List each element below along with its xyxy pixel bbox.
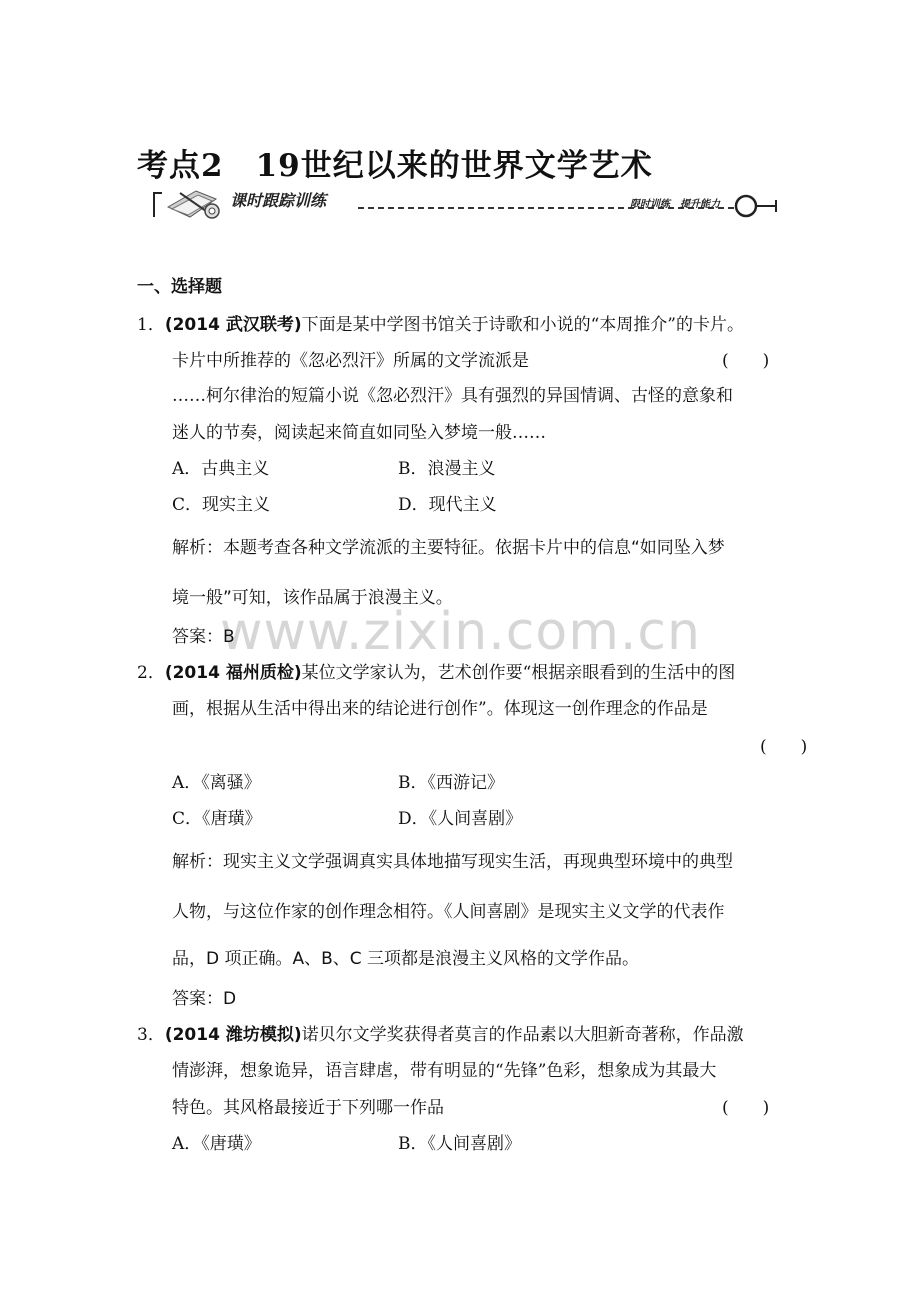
option-d: D．《人间喜剧》 <box>398 809 523 829</box>
option-c: C．《唐璜》 <box>172 809 262 829</box>
material-line2: 迷人的节奏，阅读起来简直如同坠入梦境一般…… <box>172 423 546 443</box>
question-source: (2014 福州质检) <box>164 663 302 683</box>
question-2-stem-line1: 2．(2014 福州质检)某位文学家认为，艺术创作要“根据亲眼看到的生活中的图 <box>137 663 736 683</box>
section-banner <box>150 185 780 221</box>
section-heading: 一、选择题 <box>137 277 222 297</box>
watermark: www.zixin.com.cn <box>220 602 701 662</box>
analysis-line2: 人物，与这位作家的创作理念相符。《人间喜剧》是现实主义文学的代表作 <box>172 902 725 922</box>
question-1-stem-line1: 1．(2014 武汉联考)下面是某中学图书馆关于诗歌和小说的“本周推介”的卡片。 <box>137 315 744 335</box>
option-c: C．现实主义 <box>172 495 271 515</box>
question-number: 2． <box>137 663 165 683</box>
analysis-line3: 品，D 项正确。A、B、C 三项都是浪漫主义风格的文学作品。 <box>172 949 640 969</box>
answer-line: 答案：B <box>172 627 235 647</box>
analysis-line2: 境一般”可知，该作品属于浪漫主义。 <box>172 588 453 608</box>
question-3-stem-line1: 3．(2014 潍坊模拟)诺贝尔文学奖获得者莫言的作品素以大胆新奇著称，作品激 <box>137 1025 744 1045</box>
answer-line: 答案：D <box>172 989 237 1009</box>
banner-right-text: 限时训练 提升能力 <box>630 199 720 210</box>
analysis-line1: 解析：现实主义文学强调真实具体地描写现实生活，再现典型环境中的典型 <box>172 852 733 872</box>
answer-bracket: ( ) <box>722 1098 770 1118</box>
question-1-stem-line2: 卡片中所推荐的《忽必烈汗》所属的文学流派是 <box>172 351 529 371</box>
question-number: 1． <box>137 315 165 335</box>
book-pen-icon <box>150 185 230 221</box>
option-b: B．《人间喜剧》 <box>398 1134 521 1154</box>
question-3-stem-line3: 特色。其风格最接近于下列哪一作品 <box>172 1098 444 1118</box>
option-a: A．《离骚》 <box>172 773 261 793</box>
banner-label: 课时跟踪训练 <box>230 191 327 210</box>
option-b: B．浪漫主义 <box>398 459 496 479</box>
answer-bracket: ( ) <box>722 351 770 371</box>
question-2-stem-line2: 画，根据从生活中得出来的结论进行创作”。体现这一创作理念的作品是 <box>172 699 708 719</box>
question-number: 3． <box>137 1025 165 1045</box>
material-line1: ……柯尔律治的短篇小说《忽必烈汗》具有强烈的异国情调、古怪的意象和 <box>172 386 733 406</box>
analysis-line1: 解析：本题考查各种文学流派的主要特征。依据卡片中的信息“如同坠入梦 <box>172 538 725 558</box>
question-source: (2014 武汉联考) <box>164 315 302 335</box>
option-a: A．古典主义 <box>172 459 270 479</box>
question-source: (2014 潍坊模拟) <box>164 1025 302 1045</box>
page-title: 考点2 19世纪以来的世界文学艺术 <box>137 148 653 184</box>
answer-bracket: ( ) <box>760 737 808 757</box>
option-b: B．《西游记》 <box>398 773 504 793</box>
option-a: A．《唐璜》 <box>172 1134 261 1154</box>
question-3-stem-line2: 情澎湃，想象诡异，语言肆虐，带有明显的“先锋”色彩，想象成为其最大 <box>172 1061 717 1081</box>
option-d: D．现代主义 <box>398 495 497 515</box>
end-circle-icon <box>734 193 780 219</box>
